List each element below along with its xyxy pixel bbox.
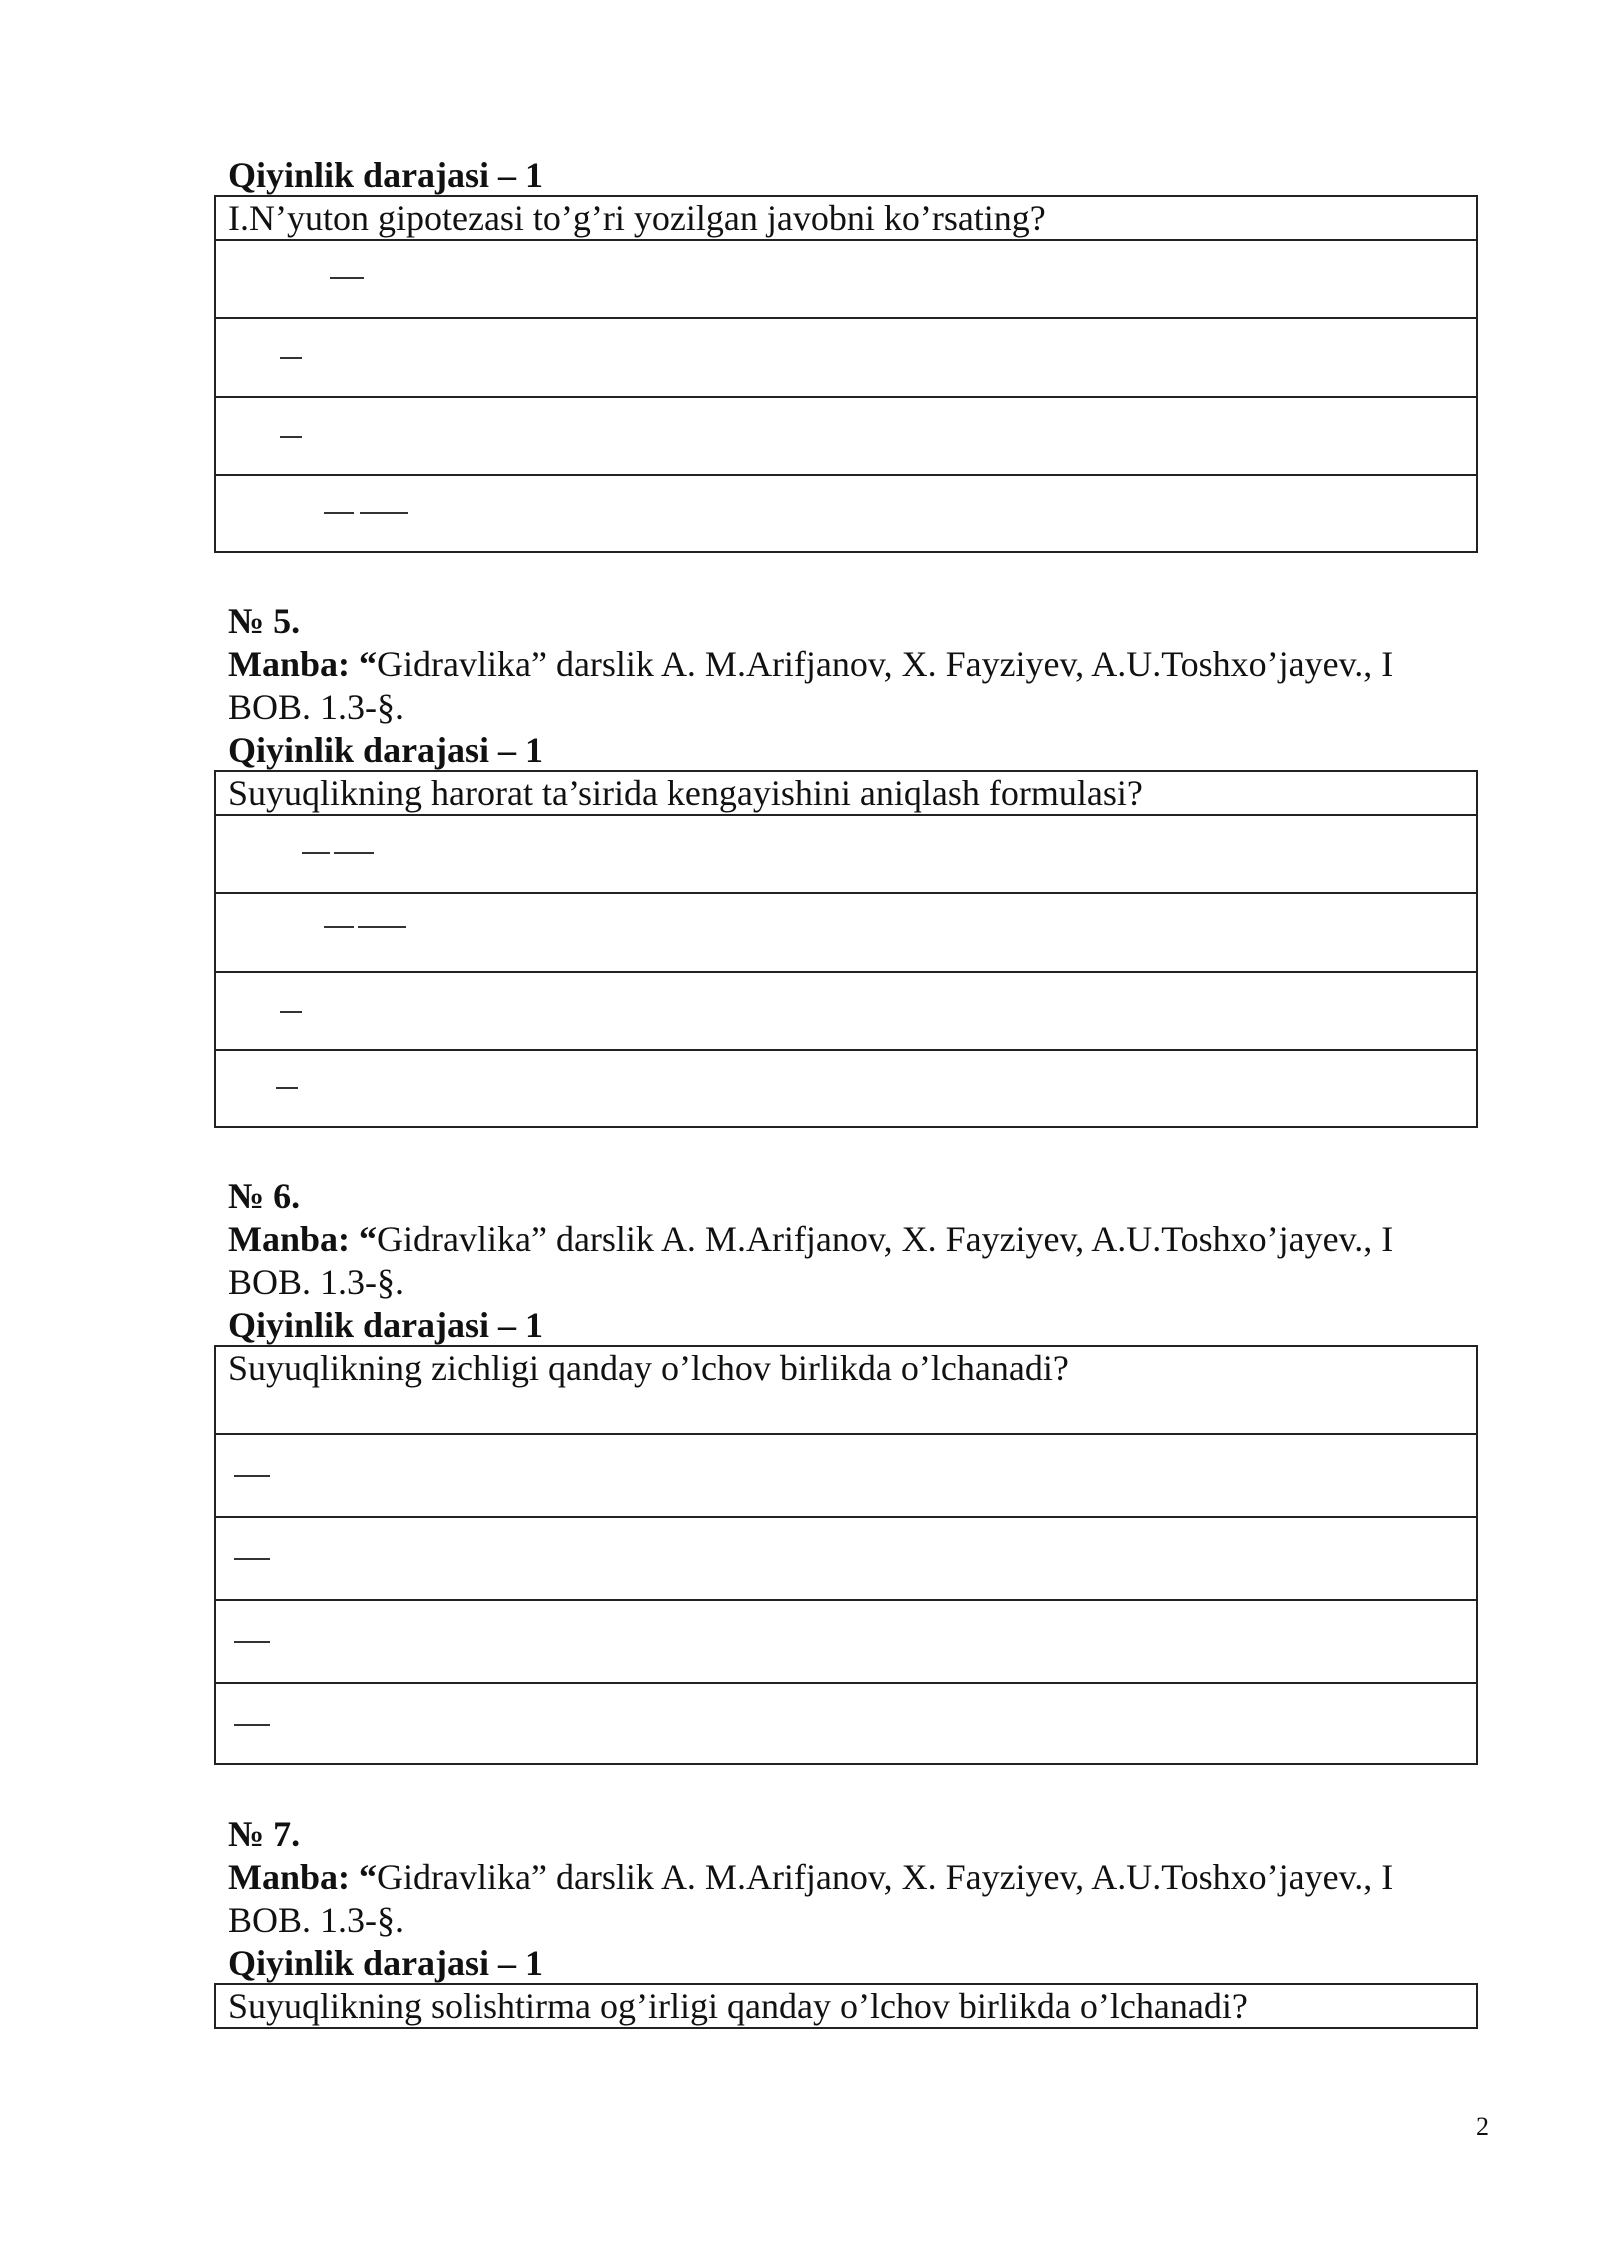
source-text: Gidravlika” darslik A. M.Arifjanov, X. Fayziyev, A.U.Toshxo’jayev., I [377,644,1394,684]
source-chapter: BOB. 1.3-§. [228,687,405,727]
source-label: Manba: [228,644,351,684]
answer-row [216,892,1476,971]
difficulty-level: Qiyinlik darajasi – 1 [228,155,544,195]
answer-row [216,474,1476,553]
answer-row [216,1682,1476,1765]
fraction-bar [234,1724,270,1726]
source-line [228,1856,1393,1899]
source-label: Manba: [228,1219,351,1259]
answer-row [216,396,1476,474]
question-number: № 6. [228,1176,301,1216]
fraction-bar [360,512,408,514]
fraction-bar [276,1087,298,1089]
answer-row [216,971,1476,1049]
fraction-bar [358,926,406,928]
question-number: № 7. [228,1814,301,1854]
source-text: Gidravlika” darslik A. M.Arifjanov, X. Fayziyev, A.U.Toshxo’jayev., I [377,1857,1394,1897]
answer-row [216,1049,1476,1128]
fraction-bar [324,926,354,928]
fraction-bar [280,436,302,438]
question-table [214,770,1478,1128]
fraction-bar [280,1011,302,1013]
fraction-bar [330,277,364,279]
source-quote: “ [359,644,378,684]
answer-row [216,317,1476,396]
fraction-bar [234,1475,270,1477]
question-table [214,1345,1478,1765]
source-text: Gidravlika” darslik A. M.Arifjanov, X. Fayziyev, A.U.Toshxo’jayev., I [377,1219,1394,1259]
fraction-bar [324,512,354,514]
question-number: № 5. [228,601,301,641]
question-text: Suyuqlikning solishtirma og’irligi qanday o’lchov birlikda o’lchanadi? [228,1986,1248,2026]
difficulty-level: Qiyinlik darajasi – 1 [228,1305,544,1345]
answer-row [216,1433,1476,1516]
source-chapter: BOB. 1.3-§. [228,1262,405,1302]
source-quote: “ [359,1857,378,1897]
source-label: Manba: [228,1857,351,1897]
question-text: I.N’yuton gipotezasi to’g’ri yozilgan javobni ko’rsating? [228,198,1046,238]
question-text: Suyuqlikning zichligi qanday o’lchov birlikda o’lchanadi? [228,1348,1069,1388]
fraction-bar [234,1558,270,1560]
fraction-bar [280,357,302,359]
source-line [228,643,1393,686]
question-text: Suyuqlikning harorat ta’sirida kengayishini aniqlash formulasi? [228,773,1143,813]
answer-row [216,1516,1476,1599]
question-table [214,195,1478,553]
difficulty-level: Qiyinlik darajasi – 1 [228,1943,544,1983]
answer-row [216,239,1476,317]
fraction-bar [234,1641,270,1643]
source-quote: “ [359,1219,378,1259]
answer-row [216,1599,1476,1682]
source-line [228,1218,1393,1261]
fraction-bar [334,852,374,854]
difficulty-level: Qiyinlik darajasi – 1 [228,730,544,770]
answer-row [216,814,1476,892]
question-table [214,1983,1478,2029]
source-chapter: BOB. 1.3-§. [228,1900,405,1940]
fraction-bar [302,852,330,854]
page-number: 2 [1476,2112,1489,2141]
